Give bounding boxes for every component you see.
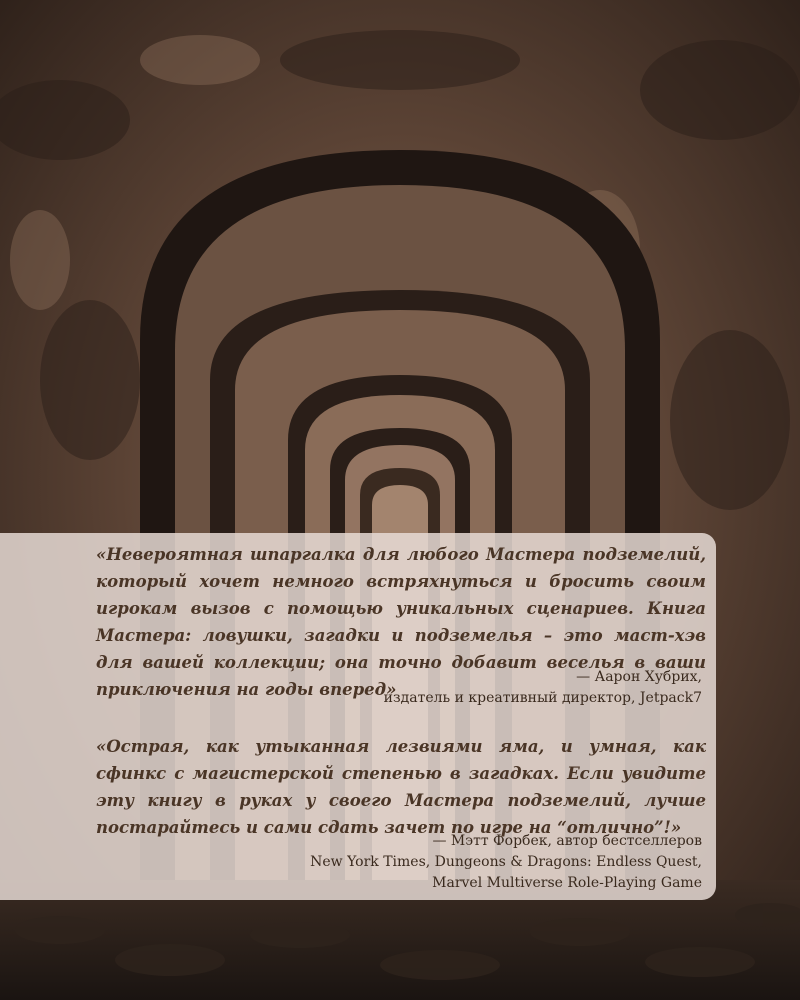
quotes-panel [0, 533, 716, 900]
quote-attribution [82, 667, 702, 709]
attribution-line: — Аарон Хубрих, [576, 669, 702, 685]
attribution-line: издатель и креативный директор, Jetpack7 [383, 690, 702, 706]
quote-text: «Острая, как утыканная лезвиями яма, и умная, как сфинкс с магистерской степенью в загадках. Если увидите эту книгу в руках у своего Мастера подземелий, лучше постарайтесь и сами сдать зачет по игре на “отлично”!» [96, 737, 706, 837]
attribution-line: — Мэтт Форбек, автор бестселлеров [432, 833, 702, 849]
attribution-line: New York Times, Dungeons & Dragons: Endless Quest, [310, 854, 702, 870]
attribution-line: Marvel Multiverse Role-Playing Game [432, 875, 702, 891]
quote-attribution [82, 831, 702, 894]
quote-text: «Невероятная шпаргалка для любого Мастера подземелий, который хочет немного встряхнуться и бросить своим игрокам вызов с помощью уникальных сценариев. Книга Мастера: ловушки, загадки и подземелья – это маст-хэв для вашей коллекции; она точно добавит веселья в ваши приключения на годы вперед» [96, 545, 706, 699]
